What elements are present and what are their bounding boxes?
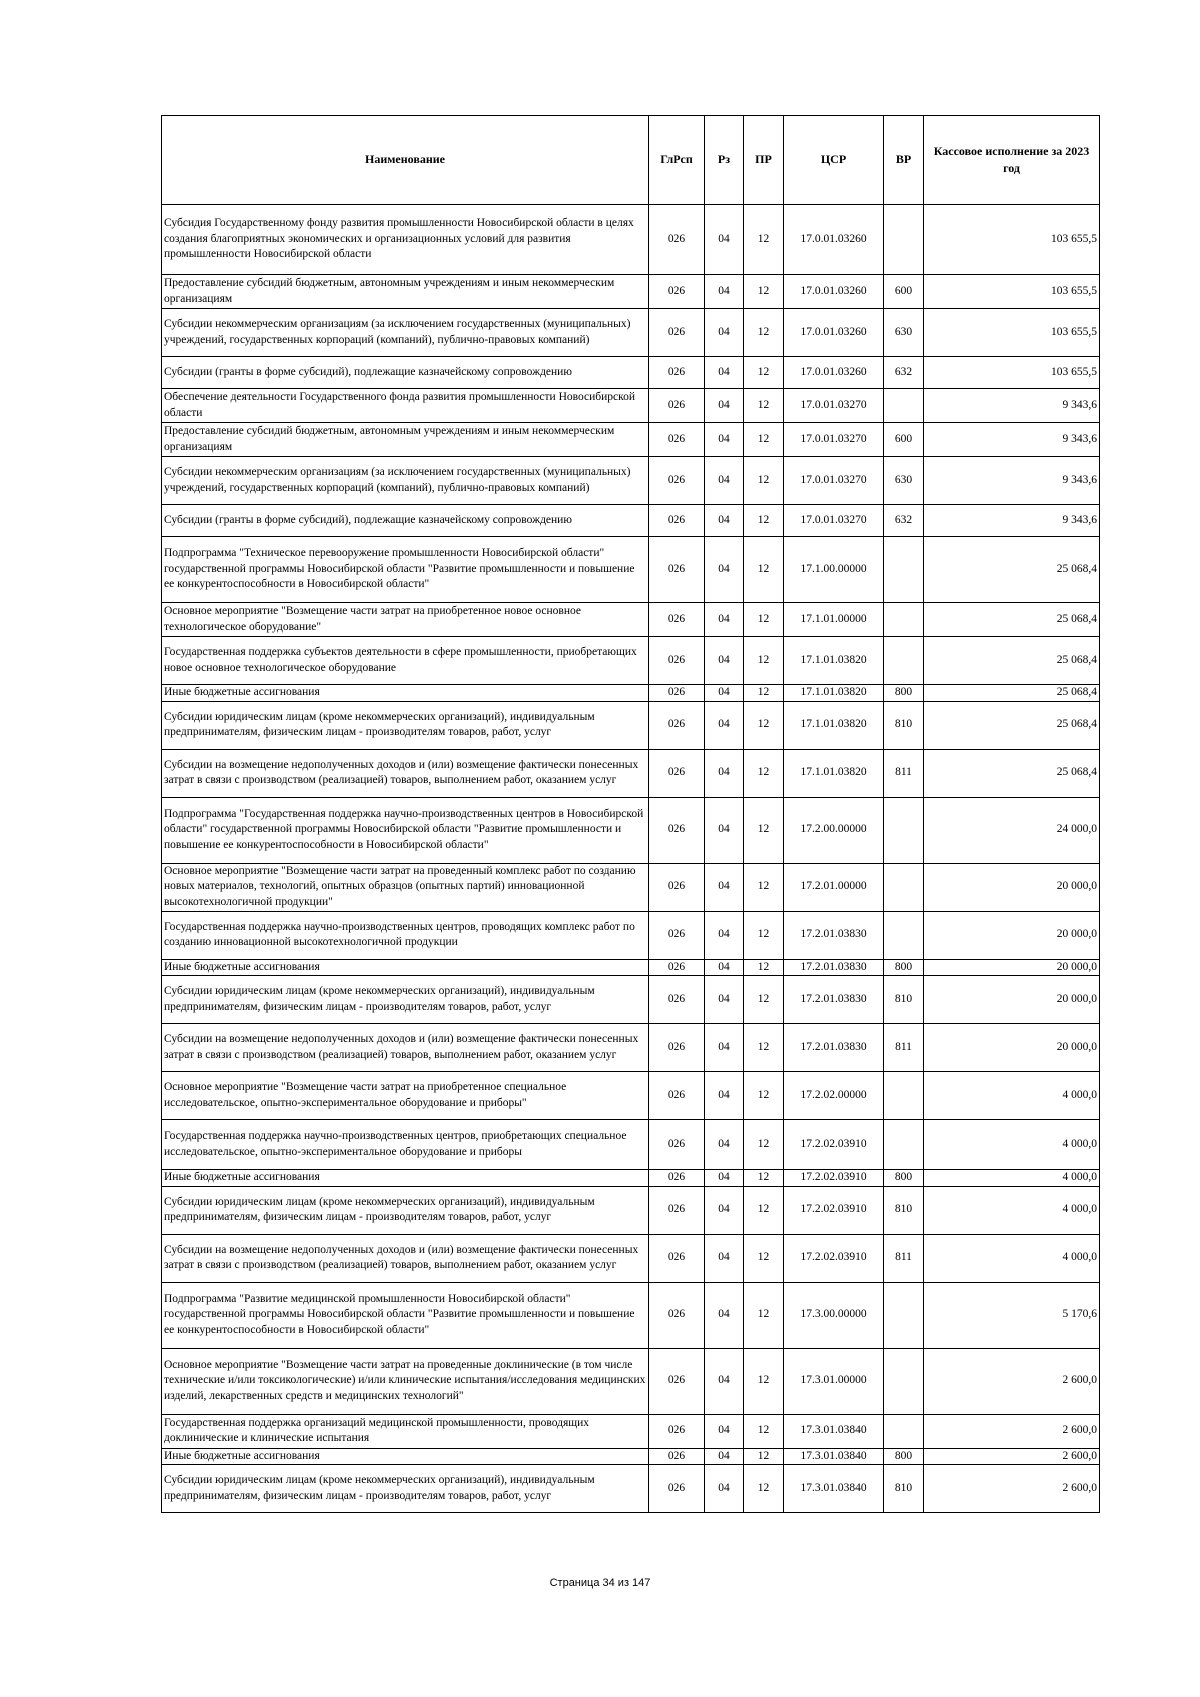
cell-glrp: 026 — [649, 749, 705, 797]
cell-vr: 800 — [884, 959, 924, 976]
cell-pr: 12 — [744, 749, 784, 797]
cell-rz: 04 — [705, 505, 744, 537]
table-row — [162, 749, 1100, 797]
page-number: Страница 34 из 147 — [549, 1577, 651, 1589]
cell-glrp: 026 — [649, 205, 705, 275]
cell-name: Субсидия Государственному фонду развития промышленности Новосибирской области в целях создания благоприятных экономических и организационных условий для развития промышленности Новосибирской области — [162, 205, 649, 275]
cell-sum: 103 655,5 — [924, 205, 1100, 275]
cell-name: Предоставление субсидий бюджетным, автономным учреждениям и иным некоммерческим организациям — [162, 423, 649, 457]
cell-name: Обеспечение деятельности Государственного фонда развития промышленности Новосибирской области — [162, 389, 649, 423]
cell-glrp: 026 — [649, 603, 705, 637]
cell-vr — [884, 797, 924, 863]
table-row — [162, 1186, 1100, 1234]
cell-name: Субсидии юридическим лицам (кроме некоммерческих организаций), индивидуальным предпринимателям, физическим лицам - производителям товаров, работ, услуг — [162, 701, 649, 749]
cell-csr: 17.3.01.03840 — [784, 1465, 884, 1513]
cell-rz: 04 — [705, 537, 744, 603]
cell-csr: 17.2.02.03910 — [784, 1234, 884, 1282]
cell-csr: 17.2.02.00000 — [784, 1072, 884, 1120]
cell-vr: 810 — [884, 701, 924, 749]
cell-vr: 632 — [884, 357, 924, 389]
cell-sum: 25 068,4 — [924, 537, 1100, 603]
cell-pr: 12 — [744, 1414, 784, 1448]
cell-rz: 04 — [705, 389, 744, 423]
cell-glrp: 026 — [649, 701, 705, 749]
cell-glrp: 026 — [649, 309, 705, 357]
table-row — [162, 959, 1100, 976]
cell-pr: 12 — [744, 457, 784, 505]
cell-name: Субсидии (гранты в форме субсидий), подлежащие казначейскому сопровождению — [162, 357, 649, 389]
cell-sum: 25 068,4 — [924, 603, 1100, 637]
cell-name: Предоставление субсидий бюджетным, автономным учреждениям и иным некоммерческим организациям — [162, 275, 649, 309]
cell-pr: 12 — [744, 976, 784, 1024]
cell-vr: 811 — [884, 1234, 924, 1282]
cell-rz: 04 — [705, 275, 744, 309]
table-row — [162, 863, 1100, 911]
cell-rz: 04 — [705, 1348, 744, 1414]
cell-sum: 2 600,0 — [924, 1348, 1100, 1414]
cell-glrp: 026 — [649, 976, 705, 1024]
table-row — [162, 1024, 1100, 1072]
cell-rz: 04 — [705, 797, 744, 863]
cell-name: Государственная поддержка организаций медицинской промышленности, проводящих доклинические и клинические испытания — [162, 1414, 649, 1448]
cell-name: Основное мероприятие "Возмещение части затрат на проведенные доклинические (в том числе технические и/или токсикологические) и/или клинические испытания/исследования медицинских изделий, лекарственных средств и медицинских технологий" — [162, 1348, 649, 1414]
cell-vr: 630 — [884, 309, 924, 357]
cell-pr: 12 — [744, 1234, 784, 1282]
cell-glrp: 026 — [649, 685, 705, 702]
cell-vr — [884, 603, 924, 637]
header-sum: Кассовое исполнение за 2023 год — [924, 116, 1100, 205]
cell-glrp: 026 — [649, 1024, 705, 1072]
cell-rz: 04 — [705, 205, 744, 275]
cell-pr: 12 — [744, 275, 784, 309]
cell-rz: 04 — [705, 457, 744, 505]
cell-glrp: 026 — [649, 1448, 705, 1465]
cell-glrp: 026 — [649, 275, 705, 309]
cell-glrp: 026 — [649, 863, 705, 911]
cell-vr — [884, 205, 924, 275]
cell-rz: 04 — [705, 1448, 744, 1465]
table-row — [162, 685, 1100, 702]
cell-csr: 17.1.01.03820 — [784, 685, 884, 702]
cell-rz: 04 — [705, 423, 744, 457]
cell-name: Субсидии на возмещение недополученных доходов и (или) возмещение фактически понесенных затрат в связи с производством (реализацией) товаров, выполнением работ, оказанием услуг — [162, 1024, 649, 1072]
cell-vr — [884, 1120, 924, 1170]
table-body — [162, 205, 1100, 1513]
cell-pr: 12 — [744, 1348, 784, 1414]
cell-sum: 4 000,0 — [924, 1072, 1100, 1120]
table-row — [162, 1465, 1100, 1513]
cell-rz: 04 — [705, 701, 744, 749]
cell-pr: 12 — [744, 685, 784, 702]
header-pr: ПР — [744, 116, 784, 205]
table-row — [162, 701, 1100, 749]
table-row — [162, 389, 1100, 423]
cell-pr: 12 — [744, 537, 784, 603]
header-vr: ВР — [884, 116, 924, 205]
cell-vr: 810 — [884, 1465, 924, 1513]
cell-csr: 17.0.01.03260 — [784, 205, 884, 275]
cell-pr: 12 — [744, 1120, 784, 1170]
cell-csr: 17.1.00.00000 — [784, 537, 884, 603]
cell-vr: 600 — [884, 423, 924, 457]
cell-rz: 04 — [705, 1234, 744, 1282]
cell-sum: 25 068,4 — [924, 637, 1100, 685]
cell-name: Подпрограмма "Техническое перевооружение промышленности Новосибирской области" государственной программы Новосибирской области "Развитие промышленности и повышение ее конкурентоспособности в Новосибирской области" — [162, 537, 649, 603]
cell-rz: 04 — [705, 976, 744, 1024]
header-csr: ЦСР — [784, 116, 884, 205]
cell-sum: 103 655,5 — [924, 357, 1100, 389]
cell-name: Подпрограмма "Государственная поддержка научно-производственных центров в Новосибирской области" государственной программы Новосибирской области "Развитие промышленности и повышение ее конкурентоспособности в Новосибирской области" — [162, 797, 649, 863]
cell-sum: 20 000,0 — [924, 976, 1100, 1024]
table-row — [162, 205, 1100, 275]
cell-glrp: 026 — [649, 389, 705, 423]
cell-rz: 04 — [705, 1170, 744, 1187]
cell-pr: 12 — [744, 1282, 784, 1348]
cell-csr: 17.2.02.03910 — [784, 1186, 884, 1234]
cell-pr: 12 — [744, 423, 784, 457]
header-row — [162, 116, 1100, 205]
cell-name: Основное мероприятие "Возмещение части затрат на приобретенное специальное исследовательское, опытно-экспериментальное оборудование и приборы" — [162, 1072, 649, 1120]
table-row — [162, 1072, 1100, 1120]
cell-pr: 12 — [744, 603, 784, 637]
cell-sum: 4 000,0 — [924, 1170, 1100, 1187]
cell-rz: 04 — [705, 911, 744, 959]
cell-vr: 810 — [884, 976, 924, 1024]
cell-vr — [884, 1348, 924, 1414]
cell-glrp: 026 — [649, 637, 705, 685]
cell-glrp: 026 — [649, 1170, 705, 1187]
cell-sum: 103 655,5 — [924, 309, 1100, 357]
header-name: Наименование — [162, 116, 649, 205]
cell-name: Иные бюджетные ассигнования — [162, 959, 649, 976]
cell-name: Основное мероприятие "Возмещение части затрат на проведенный комплекс работ по созданию новых материалов, технологий, опытных образцов (опытных партий) инновационной высокотехнологичной продукции" — [162, 863, 649, 911]
cell-sum: 20 000,0 — [924, 911, 1100, 959]
cell-pr: 12 — [744, 357, 784, 389]
cell-glrp: 026 — [649, 1414, 705, 1448]
cell-pr: 12 — [744, 911, 784, 959]
cell-pr: 12 — [744, 1448, 784, 1465]
cell-pr: 12 — [744, 637, 784, 685]
cell-glrp: 026 — [649, 959, 705, 976]
cell-csr: 17.0.01.03270 — [784, 457, 884, 505]
cell-glrp: 026 — [649, 911, 705, 959]
table-row — [162, 357, 1100, 389]
cell-pr: 12 — [744, 205, 784, 275]
cell-name: Субсидии юридическим лицам (кроме некоммерческих организаций), индивидуальным предпринимателям, физическим лицам - производителям товаров, работ, услуг — [162, 1465, 649, 1513]
cell-name: Основное мероприятие "Возмещение части затрат на приобретенное новое основное технологическое оборудование" — [162, 603, 649, 637]
cell-pr: 12 — [744, 1072, 784, 1120]
cell-sum: 5 170,6 — [924, 1282, 1100, 1348]
cell-csr: 17.1.01.03820 — [784, 749, 884, 797]
table-row — [162, 537, 1100, 603]
cell-rz: 04 — [705, 749, 744, 797]
cell-rz: 04 — [705, 1072, 744, 1120]
cell-csr: 17.3.01.00000 — [784, 1348, 884, 1414]
cell-sum: 9 343,6 — [924, 389, 1100, 423]
table-row — [162, 797, 1100, 863]
cell-vr — [884, 863, 924, 911]
cell-name: Субсидии юридическим лицам (кроме некоммерческих организаций), индивидуальным предпринимателям, физическим лицам - производителям товаров, работ, услуг — [162, 976, 649, 1024]
cell-csr: 17.2.02.03910 — [784, 1170, 884, 1187]
table-row — [162, 1348, 1100, 1414]
cell-csr: 17.1.01.03820 — [784, 701, 884, 749]
cell-rz: 04 — [705, 603, 744, 637]
cell-glrp: 026 — [649, 797, 705, 863]
cell-csr: 17.2.01.03830 — [784, 911, 884, 959]
cell-pr: 12 — [744, 701, 784, 749]
cell-pr: 12 — [744, 505, 784, 537]
table-row — [162, 1414, 1100, 1448]
cell-rz: 04 — [705, 863, 744, 911]
cell-sum: 24 000,0 — [924, 797, 1100, 863]
cell-name: Государственная поддержка научно-производственных центров, приобретающих специальное исследовательское, опытно-экспериментальное оборудование и приборы — [162, 1120, 649, 1170]
cell-csr: 17.0.01.03270 — [784, 505, 884, 537]
cell-rz: 04 — [705, 637, 744, 685]
table-row — [162, 911, 1100, 959]
cell-vr: 800 — [884, 685, 924, 702]
cell-csr: 17.2.01.03830 — [784, 959, 884, 976]
cell-pr: 12 — [744, 1465, 784, 1513]
table-row — [162, 1120, 1100, 1170]
cell-name: Субсидии некоммерческим организациям (за исключением государственных (муниципальных) учреждений, государственных корпораций (компаний), публично-правовых компаний) — [162, 457, 649, 505]
cell-csr: 17.3.00.00000 — [784, 1282, 884, 1348]
table-row — [162, 1282, 1100, 1348]
cell-glrp: 026 — [649, 1120, 705, 1170]
table-row — [162, 505, 1100, 537]
table-row — [162, 423, 1100, 457]
cell-sum: 25 068,4 — [924, 685, 1100, 702]
table-row — [162, 1448, 1100, 1465]
cell-pr: 12 — [744, 959, 784, 976]
cell-csr: 17.1.01.00000 — [784, 603, 884, 637]
cell-csr: 17.2.01.00000 — [784, 863, 884, 911]
cell-name: Субсидии на возмещение недополученных доходов и (или) возмещение фактически понесенных затрат в связи с производством (реализацией) товаров, выполнением работ, оказанием услуг — [162, 1234, 649, 1282]
cell-rz: 04 — [705, 357, 744, 389]
cell-csr: 17.3.01.03840 — [784, 1414, 884, 1448]
table-row — [162, 275, 1100, 309]
table-row — [162, 637, 1100, 685]
cell-rz: 04 — [705, 1120, 744, 1170]
cell-sum: 103 655,5 — [924, 275, 1100, 309]
table-row — [162, 457, 1100, 505]
cell-sum: 25 068,4 — [924, 701, 1100, 749]
cell-name: Субсидии (гранты в форме субсидий), подлежащие казначейскому сопровождению — [162, 505, 649, 537]
cell-csr: 17.0.01.03270 — [784, 389, 884, 423]
cell-glrp: 026 — [649, 1348, 705, 1414]
cell-vr: 632 — [884, 505, 924, 537]
cell-csr: 17.0.01.03270 — [784, 423, 884, 457]
table-row — [162, 1234, 1100, 1282]
cell-glrp: 026 — [649, 1234, 705, 1282]
cell-csr: 17.2.00.00000 — [784, 797, 884, 863]
cell-name: Государственная поддержка научно-производственных центров, проводящих комплекс работ по созданию инновационной высокотехнологичной продукции — [162, 911, 649, 959]
cell-name: Государственная поддержка субъектов деятельности в сфере промышленности, приобретающих новое основное технологическое оборудование — [162, 637, 649, 685]
cell-glrp: 026 — [649, 1186, 705, 1234]
cell-vr — [884, 1072, 924, 1120]
cell-sum: 4 000,0 — [924, 1186, 1100, 1234]
cell-csr: 17.0.01.03260 — [784, 357, 884, 389]
cell-csr: 17.0.01.03260 — [784, 275, 884, 309]
cell-sum: 20 000,0 — [924, 1024, 1100, 1072]
cell-vr — [884, 1414, 924, 1448]
cell-rz: 04 — [705, 1186, 744, 1234]
cell-pr: 12 — [744, 1170, 784, 1187]
cell-name: Иные бюджетные ассигнования — [162, 685, 649, 702]
cell-name: Иные бюджетные ассигнования — [162, 1170, 649, 1187]
cell-vr — [884, 389, 924, 423]
cell-vr: 630 — [884, 457, 924, 505]
cell-csr: 17.2.01.03830 — [784, 976, 884, 1024]
budget-table — [161, 115, 1100, 1513]
cell-sum: 2 600,0 — [924, 1414, 1100, 1448]
cell-pr: 12 — [744, 863, 784, 911]
cell-vr: 600 — [884, 275, 924, 309]
cell-sum: 2 600,0 — [924, 1448, 1100, 1465]
cell-rz: 04 — [705, 1414, 744, 1448]
header-rz: Рз — [705, 116, 744, 205]
cell-sum: 20 000,0 — [924, 863, 1100, 911]
cell-pr: 12 — [744, 797, 784, 863]
cell-name: Субсидии юридическим лицам (кроме некоммерческих организаций), индивидуальным предпринимателям, физическим лицам - производителям товаров, работ, услуг — [162, 1186, 649, 1234]
cell-rz: 04 — [705, 309, 744, 357]
cell-glrp: 026 — [649, 505, 705, 537]
cell-sum: 4 000,0 — [924, 1234, 1100, 1282]
cell-vr — [884, 1282, 924, 1348]
cell-pr: 12 — [744, 1186, 784, 1234]
table-row — [162, 603, 1100, 637]
cell-name: Субсидии некоммерческим организациям (за исключением государственных (муниципальных) учреждений, государственных корпораций (компаний), публично-правовых компаний) — [162, 309, 649, 357]
cell-vr: 810 — [884, 1186, 924, 1234]
cell-glrp: 026 — [649, 1282, 705, 1348]
cell-csr: 17.1.01.03820 — [784, 637, 884, 685]
cell-sum: 25 068,4 — [924, 749, 1100, 797]
cell-vr: 800 — [884, 1448, 924, 1465]
cell-csr: 17.2.01.03830 — [784, 1024, 884, 1072]
cell-pr: 12 — [744, 389, 784, 423]
cell-rz: 04 — [705, 1024, 744, 1072]
cell-csr: 17.2.02.03910 — [784, 1120, 884, 1170]
cell-name: Иные бюджетные ассигнования — [162, 1448, 649, 1465]
cell-rz: 04 — [705, 959, 744, 976]
cell-glrp: 026 — [649, 357, 705, 389]
cell-sum: 9 343,6 — [924, 423, 1100, 457]
cell-glrp: 026 — [649, 457, 705, 505]
cell-sum: 2 600,0 — [924, 1465, 1100, 1513]
cell-pr: 12 — [744, 1024, 784, 1072]
cell-vr — [884, 911, 924, 959]
cell-glrp: 026 — [649, 1465, 705, 1513]
cell-glrp: 026 — [649, 423, 705, 457]
cell-name: Подпрограмма "Развитие медицинской промышленности Новосибирской области" государственной программы Новосибирской области "Развитие промышленности и повышение ее конкурентоспособности в Новосибирской области" — [162, 1282, 649, 1348]
cell-vr: 811 — [884, 1024, 924, 1072]
table-row — [162, 976, 1100, 1024]
cell-vr: 800 — [884, 1170, 924, 1187]
cell-glrp: 026 — [649, 1072, 705, 1120]
cell-sum: 9 343,6 — [924, 505, 1100, 537]
cell-vr — [884, 637, 924, 685]
cell-csr: 17.3.01.03840 — [784, 1448, 884, 1465]
table-row — [162, 309, 1100, 357]
cell-rz: 04 — [705, 1282, 744, 1348]
cell-name: Субсидии на возмещение недополученных доходов и (или) возмещение фактически понесенных затрат в связи с производством (реализацией) товаров, выполнением работ, оказанием услуг — [162, 749, 649, 797]
cell-rz: 04 — [705, 1465, 744, 1513]
cell-glrp: 026 — [649, 537, 705, 603]
cell-sum: 9 343,6 — [924, 457, 1100, 505]
table-row — [162, 1170, 1100, 1187]
cell-csr: 17.0.01.03260 — [784, 309, 884, 357]
cell-vr — [884, 537, 924, 603]
cell-pr: 12 — [744, 309, 784, 357]
cell-sum: 20 000,0 — [924, 959, 1100, 976]
cell-vr: 811 — [884, 749, 924, 797]
cell-sum: 4 000,0 — [924, 1120, 1100, 1170]
cell-rz: 04 — [705, 685, 744, 702]
header-glrp: ГлРсп — [649, 116, 705, 205]
